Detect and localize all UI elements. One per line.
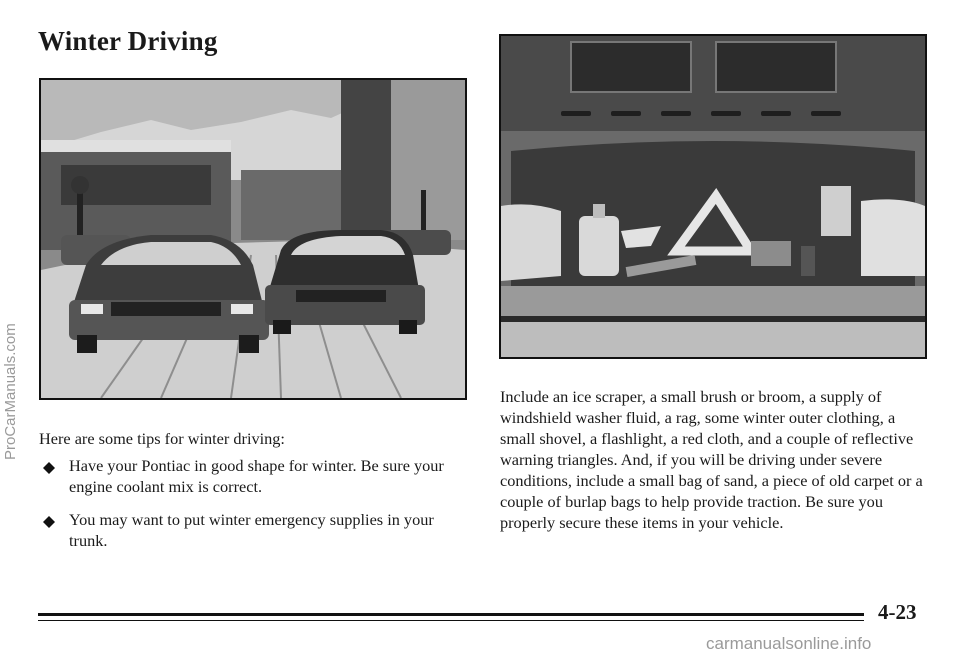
winter-street-photo [39, 78, 467, 400]
page-title: Winter Driving [38, 26, 218, 56]
diamond-bullet-icon [42, 461, 56, 475]
footer-rule-thick [38, 613, 864, 616]
bottom-watermark: carmanualsonline.info [706, 634, 872, 653]
footer-rule-thin [38, 620, 864, 621]
page-number: 4-23 [878, 600, 917, 624]
supplies-paragraph: Include an ice scraper, a small brush or broom, a supply of windshield washer fluid, a rag, some winter outer clothing, a small shovel, a flashlight, a red cloth, and a couple of reflective warning triangles. And, if you will be driving under severe conditions, include a small bag of sand, a piece of old carpet or a couple of burlap bags to help provide traction. Be sure you properly secure these items in your vehicle. [500, 387, 923, 532]
intro-text: Here are some tips for winter driving: [39, 429, 285, 448]
trunk-supplies-illustration [501, 36, 925, 357]
tips-list [39, 455, 459, 563]
side-watermark: ProCarManuals.com [2, 323, 19, 460]
winter-street-illustration [41, 80, 465, 398]
list-item [39, 455, 459, 497]
tip-text: You may want to put winter emergency supplies in your trunk. [69, 510, 434, 550]
tip-text: Have your Pontiac in good shape for winter. Be sure your engine coolant mix is correct. [69, 456, 444, 496]
list-item [39, 509, 459, 551]
trunk-supplies-photo [499, 34, 927, 359]
diamond-bullet-icon [42, 515, 56, 529]
